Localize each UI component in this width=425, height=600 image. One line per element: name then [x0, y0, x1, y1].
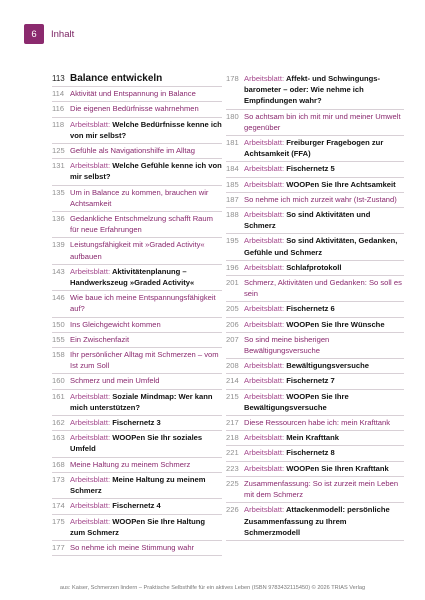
- toc-entry-text: WOOPen Sie Ihren Krafttank: [286, 463, 389, 473]
- toc-entry-text: Ein Zwischenfazit: [70, 334, 130, 344]
- toc-entry[interactable]: [226, 276, 404, 302]
- toc-entry-text: WOOPen Sie Ihre Achtsamkeit: [286, 179, 396, 189]
- toc-entry[interactable]: [52, 238, 222, 264]
- toc-entry[interactable]: [52, 212, 222, 238]
- toc-entry[interactable]: [52, 291, 222, 317]
- toc-page-number: 150: [52, 319, 65, 329]
- worksheet-label: Arbeitsblatt:: [70, 391, 111, 401]
- toc-page-number: 215: [226, 391, 239, 401]
- toc-page-number: 113: [52, 74, 65, 83]
- toc-entry[interactable]: [52, 87, 222, 102]
- worksheet-label: Arbeitsblatt:: [244, 179, 285, 189]
- toc-page-number: 225: [226, 478, 239, 488]
- toc-page-number: 218: [226, 433, 239, 443]
- toc-entry[interactable]: [226, 374, 404, 389]
- toc-entry-text: Fischernetz 3: [112, 418, 161, 428]
- toc-entry-text: Attackenmodell: persönliche Zusammenfassung zu Ihrem Schmerzmodell: [244, 505, 390, 537]
- worksheet-label: Arbeitsblatt:: [244, 304, 285, 314]
- toc-entry[interactable]: [52, 499, 222, 514]
- toc-entry[interactable]: [226, 234, 404, 260]
- toc-entry-text: So achtsam bin ich mit mir und meiner Umwelt gegenüber: [244, 111, 401, 132]
- toc-entry-text: Ins Gleichgewicht kommen: [70, 319, 161, 329]
- toc-page-number: 162: [52, 418, 65, 428]
- toc-entry[interactable]: [52, 416, 222, 431]
- section-title: Inhalt: [51, 28, 75, 40]
- toc-worksheet-title: [70, 119, 222, 141]
- toc-entry[interactable]: [52, 318, 222, 333]
- toc-entry[interactable]: [226, 162, 404, 177]
- toc-page-number: 135: [52, 187, 65, 197]
- toc-worksheet-title: [244, 432, 404, 443]
- toc-entry[interactable]: [52, 186, 222, 212]
- worksheet-label: Arbeitsblatt:: [70, 433, 111, 443]
- toc-worksheet-title: [70, 417, 222, 428]
- toc-worksheet-title: [244, 504, 404, 538]
- toc-entry-text: Gedankliche Entschmelzung schafft Raum für neue Erfahrungen: [70, 214, 213, 235]
- toc-page-number: 139: [52, 240, 65, 250]
- worksheet-label: Arbeitsblatt:: [70, 266, 111, 276]
- toc-worksheet-title: [70, 500, 222, 511]
- toc-entry[interactable]: [226, 318, 404, 333]
- toc-entry[interactable]: [226, 333, 404, 359]
- toc-entry[interactable]: [226, 261, 404, 276]
- toc-right-column: [226, 72, 404, 541]
- toc-entry-text: Soziale Mindmap: Wer kann mich unterstützen?: [70, 391, 213, 412]
- worksheet-label: Arbeitsblatt:: [70, 501, 111, 511]
- toc-worksheet-title: [70, 516, 222, 538]
- toc-entry[interactable]: [226, 136, 404, 162]
- toc-entry-text: WOOPen Sie Ihre Wünsche: [286, 319, 385, 329]
- toc-entry[interactable]: [52, 348, 222, 374]
- toc-worksheet-title: [70, 474, 222, 496]
- toc-worksheet-title: [244, 360, 404, 371]
- toc-page-number: 125: [52, 146, 65, 156]
- toc-page-number: 114: [52, 89, 65, 99]
- toc-page-number: 226: [226, 505, 239, 515]
- toc-worksheet-title: [244, 463, 404, 474]
- toc-entry-text: Mein Krafttank: [286, 433, 339, 443]
- toc-page-number: 195: [226, 236, 239, 246]
- toc-entry-text: So nehme ich mich zurzeit wahr (Ist-Zustand): [244, 194, 397, 204]
- toc-entry-text: Aktivität und Entspannung in Balance: [70, 89, 196, 99]
- worksheet-label: Arbeitsblatt:: [70, 474, 111, 484]
- toc-entry[interactable]: [226, 431, 404, 446]
- toc-entry-text: Fischernetz 5: [286, 164, 335, 174]
- toc-entry-text: Diese Ressourcen habe ich: mein Krafttank: [244, 418, 391, 428]
- toc-entry-text: Gefühle als Navigationshilfe im Alltag: [70, 146, 195, 156]
- toc-chapter-heading: Balance entwickeln: [70, 73, 163, 84]
- toc-worksheet-title: [244, 235, 404, 257]
- worksheet-label: Arbeitsblatt:: [244, 262, 285, 272]
- toc-page-number: 175: [52, 516, 65, 526]
- worksheet-label: Arbeitsblatt:: [244, 138, 285, 148]
- toc-entry-text: Fischernetz 6: [286, 304, 335, 314]
- toc-page-number: 196: [226, 262, 239, 272]
- toc-page-number: 136: [52, 214, 65, 224]
- toc-entry-text: So sind meine bisherigen Bewältigungsversuche: [244, 334, 330, 356]
- toc-worksheet-title: [70, 432, 222, 454]
- toc-page-number: 116: [52, 104, 65, 114]
- toc-entry[interactable]: [52, 144, 222, 159]
- toc-entry-text: Schmerz, Aktivitäten und Gedanken: So soll es sein: [244, 278, 402, 299]
- toc-page-number: 207: [226, 334, 239, 344]
- toc-worksheet-title: [244, 262, 404, 273]
- toc-page-number: 185: [226, 179, 239, 189]
- toc-entry-text: WOOPen Sie Ihr soziales Umfeld: [70, 433, 203, 454]
- toc-entry-text: Meine Haltung zu meinem Schmerz: [70, 459, 191, 469]
- toc-page-number: 173: [52, 474, 65, 484]
- worksheet-label: Arbeitsblatt:: [244, 319, 285, 329]
- toc-worksheet-title: [244, 137, 404, 159]
- toc-entry-text: Freiburger Fragebogen zur Achtsamkeit (FFA): [244, 138, 384, 159]
- toc-entry[interactable]: [226, 193, 404, 208]
- toc-entry[interactable]: [52, 374, 222, 389]
- toc-entry[interactable]: [52, 515, 222, 541]
- toc-entry[interactable]: [52, 431, 222, 457]
- toc-page-number: 181: [226, 138, 239, 148]
- worksheet-label: Arbeitsblatt:: [70, 418, 111, 428]
- toc-page-number: 180: [226, 111, 239, 121]
- toc-entry-text: Fischernetz 8: [286, 448, 335, 458]
- toc-entry-text: Schmerz und mein Umfeld: [70, 376, 160, 386]
- toc-entry-text: Die eigenen Bedürfnisse wahrnehmen: [70, 104, 199, 114]
- toc-entry-text: Fischernetz 4: [112, 501, 161, 511]
- toc-page-number: 163: [52, 433, 65, 443]
- toc-entry-text: Leistungsfähigkeit mit »Graded Activity« aufbauen: [70, 240, 205, 261]
- toc-page-number: 205: [226, 304, 239, 314]
- toc-entry-text: So sind Aktivitäten, Gedanken, Gefühle und Schmerz: [244, 236, 398, 257]
- worksheet-label: Arbeitsblatt:: [244, 448, 285, 458]
- worksheet-label: Arbeitsblatt:: [70, 516, 111, 526]
- toc-entry[interactable]: [52, 159, 222, 185]
- toc-page-number: 188: [226, 210, 239, 220]
- toc-entry[interactable]: [226, 390, 404, 416]
- toc-worksheet-title: [244, 447, 404, 458]
- toc-worksheet-title: [70, 391, 222, 413]
- toc-entry[interactable]: [52, 265, 222, 291]
- toc-page-number: 174: [52, 501, 65, 511]
- toc-page-number: 161: [52, 391, 65, 401]
- worksheet-label: Arbeitsblatt:: [244, 391, 285, 401]
- toc-entry-text: Ihr persönlicher Alltag mit Schmerzen – vom Ist zum Soll: [70, 350, 219, 371]
- toc-entry[interactable]: [52, 390, 222, 416]
- toc-worksheet-title: [70, 266, 222, 288]
- toc-entry-text: Bewältigungsversuche: [286, 361, 369, 371]
- toc-entry[interactable]: [52, 458, 222, 473]
- toc-entry[interactable]: [226, 503, 404, 541]
- toc-page-number: 143: [52, 266, 65, 276]
- worksheet-label: Arbeitsblatt:: [244, 361, 285, 371]
- worksheet-label: Arbeitsblatt:: [244, 210, 285, 220]
- toc-entry-text: Zusammenfassung: So ist zurzeit mein Leben mit dem Schmerz: [244, 478, 399, 500]
- toc-entry[interactable]: [226, 446, 404, 461]
- worksheet-label: Arbeitsblatt:: [244, 376, 285, 386]
- page-number-badge: 6: [24, 24, 44, 44]
- toc-worksheet-title: [244, 375, 404, 386]
- worksheet-label: Arbeitsblatt:: [244, 433, 285, 443]
- toc-entry[interactable]: [52, 118, 222, 144]
- toc-entry[interactable]: [226, 208, 404, 234]
- toc-page-number: 146: [52, 293, 65, 303]
- toc-entry-text: So nehme ich meine Stimmung wahr: [70, 542, 195, 552]
- toc-page-number: 208: [226, 361, 239, 371]
- toc-entry[interactable]: [226, 72, 404, 110]
- toc-page-number: 155: [52, 334, 65, 344]
- toc-left-column: [52, 72, 222, 556]
- toc-entry[interactable]: [226, 477, 404, 503]
- footer-citation: aus: Kaiser, Schmerzen lindern – Praktische Selbsthilfe für ein aktives Leben (ISBN 9783432115450) © 2026 TRIAS Verlag: [59, 585, 366, 591]
- toc-page-number: 158: [52, 350, 65, 360]
- toc-entry-text: Meine Haltung zu meinem Schmerz: [70, 474, 206, 496]
- toc-page-number: 184: [226, 164, 239, 174]
- toc-entry[interactable]: [226, 178, 404, 193]
- toc-page-number: 206: [226, 319, 239, 329]
- toc-entry-text: Schlafprotokoll: [286, 262, 342, 272]
- toc-entry-text: Welche Bedürfnisse kenne ich von mir selbst?: [70, 119, 222, 140]
- toc-worksheet-title: [244, 209, 404, 231]
- toc-worksheet-title: [244, 73, 404, 107]
- toc-entry[interactable]: [52, 72, 222, 87]
- toc-entry-text: WOOPen Sie Ihre Bewältigungsversuche: [244, 391, 349, 412]
- toc-worksheet-title: [244, 163, 404, 174]
- toc-entry[interactable]: [52, 102, 222, 117]
- toc-entry[interactable]: [52, 473, 222, 499]
- toc-entry[interactable]: [226, 416, 404, 431]
- toc-entry-text: Um in Balance zu kommen, brauchen wir Achtsamkeit: [70, 187, 209, 208]
- toc-entry[interactable]: [52, 541, 222, 556]
- toc-entry-text: WOOPen Sie Ihre Haltung zum Schmerz: [70, 516, 206, 537]
- toc-entry[interactable]: [226, 359, 404, 374]
- worksheet-label: Arbeitsblatt:: [70, 161, 111, 171]
- toc-page-number: 187: [226, 194, 239, 204]
- worksheet-label: Arbeitsblatt:: [244, 164, 285, 174]
- toc-worksheet-title: [70, 160, 222, 182]
- toc-worksheet-title: [244, 179, 404, 190]
- worksheet-label: Arbeitsblatt:: [70, 119, 111, 129]
- toc-page-number: 201: [226, 278, 239, 288]
- toc-worksheet-title: [244, 319, 404, 330]
- toc-worksheet-title: [244, 303, 404, 314]
- toc-page-number: 118: [52, 119, 65, 129]
- worksheet-label: Arbeitsblatt:: [244, 505, 285, 515]
- toc-entry[interactable]: [52, 333, 222, 348]
- toc-page-number: 131: [52, 161, 65, 171]
- toc-page-number: 160: [52, 376, 65, 386]
- worksheet-label: Arbeitsblatt:: [244, 463, 285, 473]
- toc-entry-text: Welche Gefühle kenne ich von mir selbst?: [70, 161, 222, 182]
- toc-entry[interactable]: [226, 302, 404, 317]
- toc-page-number: 223: [226, 463, 239, 473]
- toc-entry[interactable]: [226, 462, 404, 477]
- worksheet-label: Arbeitsblatt:: [244, 236, 285, 246]
- toc-worksheet-title: [244, 391, 404, 413]
- worksheet-label: Arbeitsblatt:: [244, 74, 285, 83]
- toc-entry-text: Wie baue ich meine Entspannungsfähigkeit auf?: [70, 293, 216, 314]
- toc-entry-text: Affekt- und Schwingungs-barometer – oder: Wie nehme ich Empfindungen wahr?: [244, 74, 381, 106]
- toc-page-number: 177: [52, 542, 65, 552]
- toc-entry-text: Aktivitätenplanung – Handwerkszeug »Graded Activity«: [70, 266, 195, 288]
- toc-page-number: 178: [226, 74, 239, 83]
- toc-page-number: 221: [226, 448, 239, 458]
- toc-page-number: 168: [52, 459, 65, 469]
- toc-page-number: 214: [226, 376, 239, 386]
- page-header: [24, 24, 74, 44]
- toc-entry-text: So sind Aktivitäten und Schmerz: [244, 210, 371, 231]
- toc-page-number: 217: [226, 418, 239, 428]
- toc-entry[interactable]: [226, 110, 404, 136]
- toc-entry-text: Fischernetz 7: [286, 376, 335, 386]
